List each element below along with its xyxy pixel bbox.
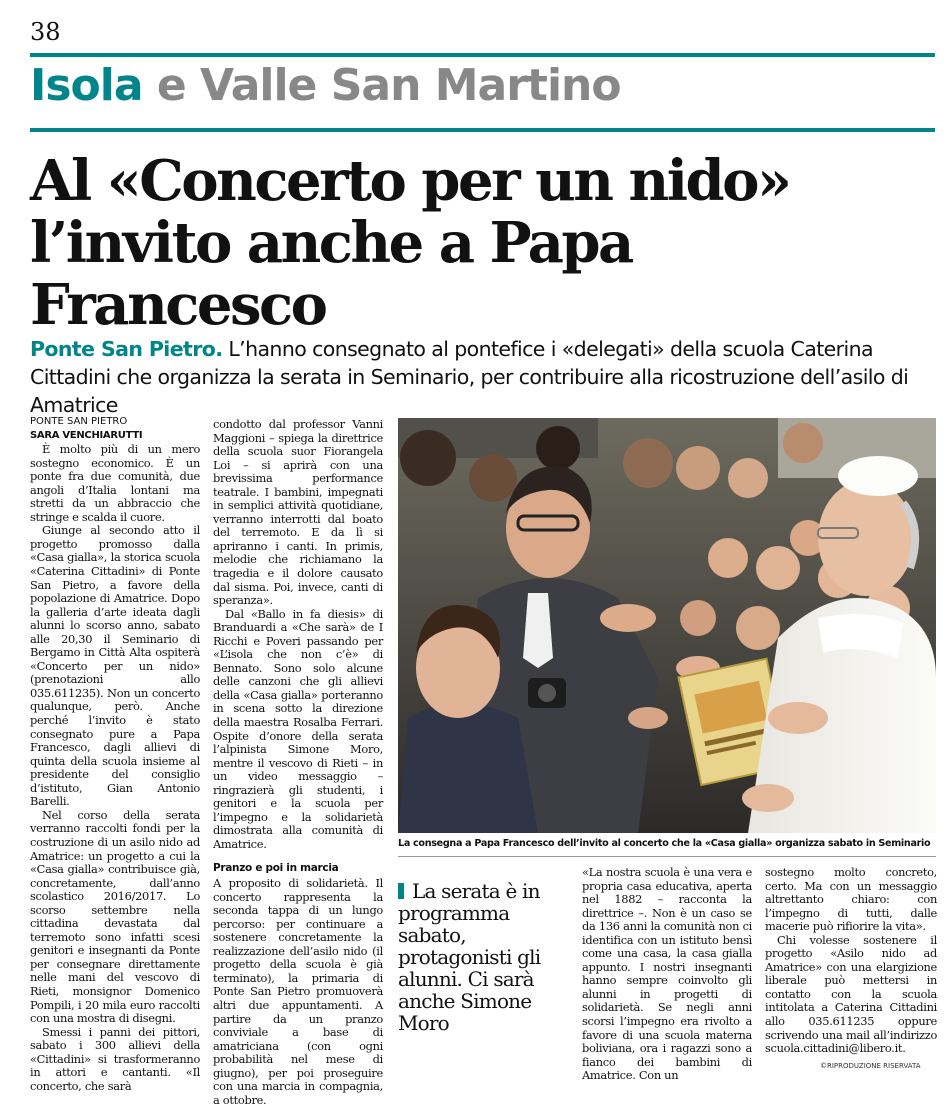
paragraph: sostegno molto concreto, certo. Ma con un messaggio altrettanto chiaro: con l’impegno di tutti, dalle macerie può rifiorire la vita».: [765, 865, 937, 934]
pull-quote-text: La serata è in programma sabato, protagonisti gli alunni. Ci sarà anche Simone Moro: [398, 879, 541, 1035]
photo-pope-with-students: [398, 418, 936, 833]
section-title: [30, 60, 621, 111]
paragraph: condotto dal professor Vanni Maggioni – spiega la direttrice della scuola suor Fiorangela Loi – si aprirà con una brevissima performance teatrale. I bambini, impegnati in semplici attività quotidiane, verranno interrotti dal boato del terremoto. E da lì si apriranno i canti. In primis, melodie che richiamano la tragedia e il dolore causato dal sisma. Poi, invece, canti di speranza».: [213, 417, 383, 608]
paragraph: Dal «Ballo in fa diesis» di Branduardi a «Che sarà» de I Ricchi e Poveri passando per «L’isola che non c’è» di Bennato. Sono solo alcune delle canzoni che gli allievi della «Casa gialla» porteranno in scena sotto la direzione della maestra Rosalba Ferrari. Ospite d’onore della serata l’alpinista Simone Moro, mentre il vescovo di Rieti – in un video messaggio – ringrazierà gli studenti, i genitori e la scuola per l’impegno e la solidarietà dimostrata alla comunità di Amatrice.: [213, 606, 383, 851]
pull-quote-bar: [398, 883, 404, 899]
article-column-1: [30, 415, 200, 1093]
page-number: 38: [30, 18, 61, 46]
subhead: Pranzo e poi in marcia: [213, 861, 339, 874]
article-column-4: [765, 866, 937, 1056]
section-rule: [30, 128, 935, 132]
headline-line-2: l’invito anche a Papa Francesco: [30, 210, 632, 338]
article-column-2: [213, 418, 383, 1107]
paragraph: «La nostra scuola è una vera e propria casa educativa, aperta nel 1882 – racconta la direttrice –. Non è un caso se da 136 anni la comunità non ci identifica con un istituto bensì come una casa, la casa gialla appunto. I nostri insegnanti hanno sempre coinvolto gli alunni in progetti di solidarietà. Se negli anni scorsi l’impegno era rivolto a favore di una scuola materna boliviana, ora i ragazzi sono a fianco dei bambini di Amatrice. Con un: [582, 865, 752, 1083]
section-title-part2: e Valle San Martino: [156, 60, 621, 111]
paragraph: Chi volesse sostenere il progetto «Asilo nido ad Amatrice» con una elargizione liberale può mettersi in contatto con la scuola intitolata a Caterina Cittadini allo 035.611235 oppure scrivendo una mail all’indirizzo scuola.cittadini@libero.it.: [765, 932, 937, 1056]
paragraph: A proposito di solidarietà. Il concerto rappresenta la seconda tappa di un lungo percorso: per continuare a sostenere concretamente la realizzazione dell’asilo nido (il progetto della scuola è già terminato), la primaria di Ponte San Pietro promuoverà altri due appuntamenti. A partire da un pranzo conviviale a base di amatriciana (con ogni probabilità nel mese di giugno), per poi proseguire con una marcia in compagnia, a ottobre.: [213, 876, 383, 1107]
photo-caption: La consegna a Papa Francesco dell’invito al concerto che la «Casa gialla» organizza sabato in Seminario: [398, 838, 931, 849]
headline-line-1: Al «Concerto per un nido»: [30, 148, 790, 214]
deck-location: Ponte San Pietro.: [30, 337, 223, 361]
paragraph: Smessi i panni dei pittori, sabato i 300 allievi della «Cittadini» si trasformeranno in attori e cantanti. «Il concerto, che sarà: [30, 1024, 200, 1093]
photo-illustration: [398, 418, 936, 833]
top-rule: [30, 53, 935, 57]
paragraph: Giunge al secondo atto il progetto promosso dalla «Casa gialla», la storica scuola «Caterina Cittadini» di Ponte San Pietro, a favore della popolazione di Amatrice. Dopo la galleria d’arte ideata dagli alunni lo scorso anno, sabato alle 20,30 il Seminario di Bergamo in Città Alta ospiterà «Concerto per un nido» (prenotazioni allo 035.611235). Non un concerto qualunque, però. Anche perché l’invito è stato consegnato pure a Papa Francesco, dagli allievi di quinta della scuola insieme al presidente del consiglio d’istituto, Gian Antonio Barelli.: [30, 523, 200, 809]
dateline: PONTE SAN PIETRO: [30, 416, 128, 427]
article-column-3: [582, 866, 752, 1083]
caption-rule: [398, 856, 936, 857]
byline: SARA VENCHIARUTTI: [30, 429, 143, 441]
section-title-part1: Isola: [30, 60, 143, 111]
headline: [30, 150, 940, 336]
pull-quote: [398, 880, 578, 1034]
copyright-notice: ©RIPRODUZIONE RISERVATA: [820, 1062, 921, 1070]
deck-text: L’hanno consegnato al pontefice i «delegati» della scuola Caterina Cittadini che organizza la serata in Seminario, per contribuire alla ricostruzione dell’asilo di Amatrice: [30, 337, 909, 417]
deck: [30, 335, 930, 419]
paragraph: Nel corso della serata verranno raccolti fondi per la costruzione di un asilo nido ad Amatrice: un progetto a cui la «Casa gialla» contribuisce già, concretamente, dall’anno scolastico 2016/2017. Lo scorso settembre nella cittadina devastata dal terremoto sono infatti scesi genitori e insegnanti da Ponte per consegnare direttamente nelle mani del vescovo di Rieti, monsignor Domenico Pompili, i 20 mila euro raccolti con una mostra di disegni.: [30, 807, 200, 1026]
paragraph: È molto più di un mero sostegno economico. È un ponte fra due comunità, due angoli d’Italia lontani ma stretti da un abbraccio che stringe e scalda il cuore.: [30, 442, 200, 524]
